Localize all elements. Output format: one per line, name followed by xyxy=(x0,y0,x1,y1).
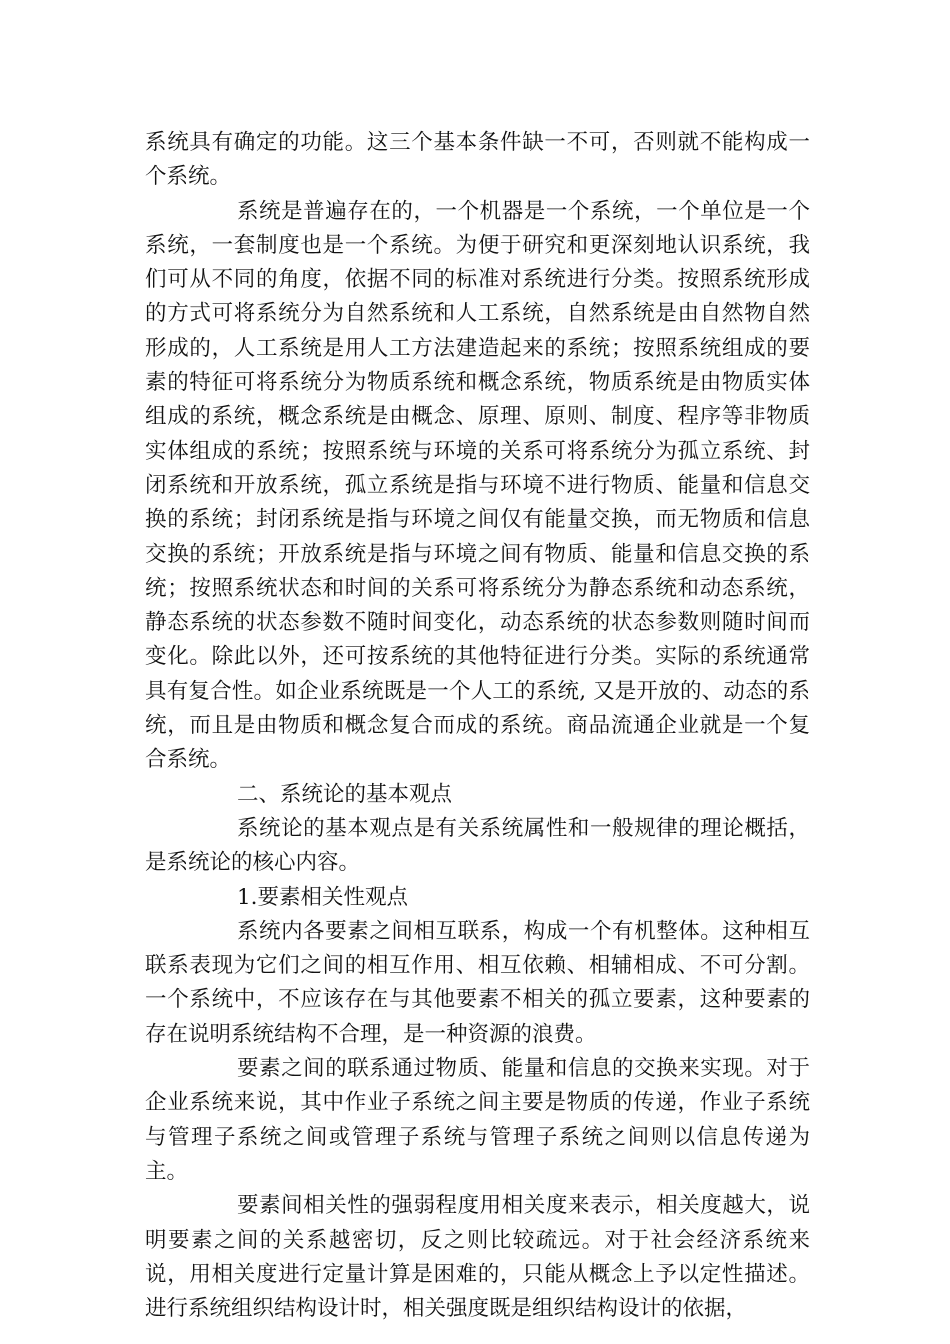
paragraph-system-classification: 系统是普遍存在的，一个机器是一个系统，一个单位是一个系统，一套制度也是一个系统。为便于研究和更深刻地认识系统，我们可从不同的角度，依据不同的标准对系统进行分类。按照系统形成的方式可将系统分为自然系统和人工系统，自然系统是由自然物自然形成的，人工系统是用人工方法建造起来的系统；按照系统组成的要素的特征可将系统分为物质系统和概念系统，物质系统是由物质实体组成的系统，概念系统是由概念、原理、原则、制度、程序等非物质实体组成的系统；按照系统与环境的关系可将系统分为孤立系统、封闭系统和开放系统，孤立系统是指与环境不进行物质、能量和信息交换的系统；封闭系统是指与环境之间仅有能量交换，而无物质和信息交换的系统；开放系统是指与环境之间有物质、能量和信息交换的系统；按照系统状态和时间的关系可将系统分为静态系统和动态系统，静态系统的状态参数不随时间变化，动态系统的状态参数则随时间而变化。除此以外，还可按系统的其他特征进行分类。实际的系统通常具有复合性。如企业系统既是一个人工的系统, 又是开放的、动态的系统，而且是由物质和概念复合而成的系统。商品流通企业就是一个复合系统。 xyxy=(145,198,810,773)
subsection-heading-element-correlation: 1.要素相关性观点 xyxy=(237,884,409,910)
section-heading-basic-views: 二、系统论的基本观点 xyxy=(237,781,453,807)
paragraph-correlation-degree: 要素间相关性的强弱程度用相关度来表示，相关度越大，说明要素之间的关系越密切，反之则比较疏远。对于社会经济系统来说，用相关度进行定量计算是困难的，只能从概念上予以定性描述。进行系统组织结构设计时，相关强度既是组织结构设计的依据， xyxy=(145,1193,810,1322)
paragraph-basic-views-intro: 系统论的基本观点是有关系统属性和一般规律的理论概括，是系统论的核心内容。 xyxy=(145,815,810,876)
paragraph-element-interconnection: 系统内各要素之间相互联系，构成一个有机整体。这种相互联系表现为它们之间的相互作用、相互依赖、相辅相成、不可分割。一个系统中，不应该存在与其他要素不相关的孤立要素，这种要素的存在说明系统结构不合理，是一种资源的浪费。 xyxy=(145,918,810,1047)
document-body xyxy=(145,126,810,1326)
paragraph-system-conditions: 系统具有确定的功能。这三个基本条件缺一不可，否则就不能构成一个系统。 xyxy=(145,130,810,190)
paragraph-element-exchange: 要素之间的联系通过物质、能量和信息的交换来实现。对于企业系统来说，其中作业子系统之间主要是物质的传递，作业子系统与管理子系统之间或管理子系统与管理子系统之间则以信息传递为主。 xyxy=(145,1056,810,1184)
